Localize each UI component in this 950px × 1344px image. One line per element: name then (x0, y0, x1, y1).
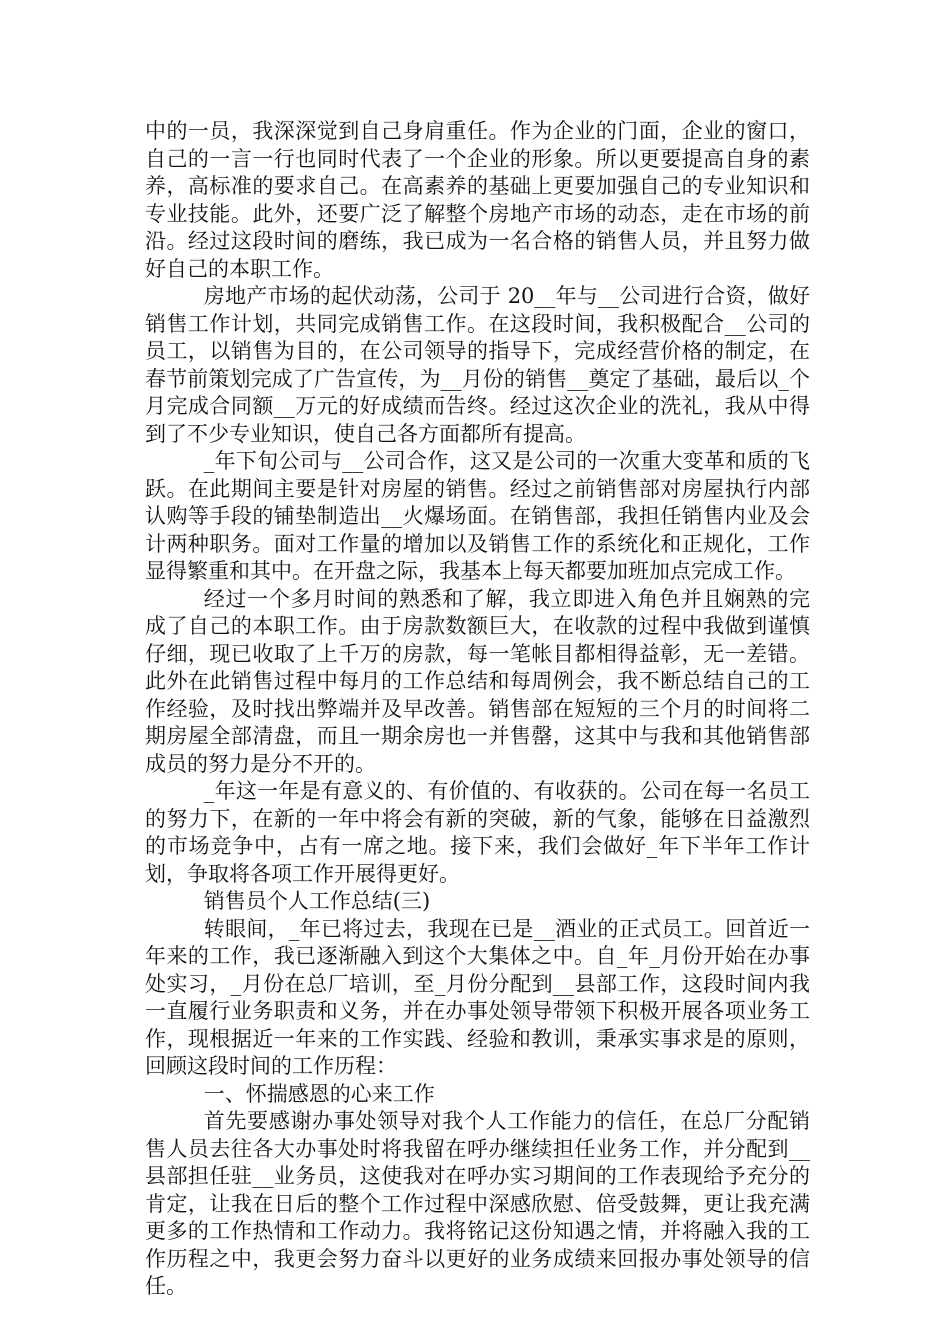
paragraph-time-flies: 转眼间，_年已将过去，我现在已是__酒业的正式员工。回首近一年来的工作，我已逐渐融入到这个大集体之中。自_年_月份开始在办事处实习，_月份在总厂培训，至_月份分配到__县部工作，这段时间内我一直履行业务职责和义务，并在办事处领导带领下积极开展各项业务工作，现根据近一年来的工作实践、经验和教训，秉承实事求是的原则，回顾这段时间的工作历程： (145, 916, 810, 1078)
subheading-gratitude: 一、怀揣感恩的心来工作 (203, 1081, 435, 1106)
paragraph-familiarization: 经过一个多月时间的熟悉和了解，我立即进入角色并且娴熟的完成了自己的本职工作。由于房款数额巨大，在收款的过程中我做到谨慎仔细，现已收取了上千万的房款，每一笔帐目都相得益彰，无一差错。此外在此销售过程中每月的工作总结和每周例会，我不断总结自己的工作经验，及时找出弊端并及早改善。销售部在短短的三个月的时间将二期房屋全部清盘，而且一期余房也一并售罄，这其中与我和其他销售部成员的努力是分不开的。 (145, 586, 810, 776)
paragraph-thanks-leadership: 首先要感谢办事处领导对我个人工作能力的信任，在总厂分配销售人员去往各大办事处时将我留在呼办继续担任业务工作，并分配到__县部担任驻__业务员，这使我对在呼办实习期间的工作表现给予充分的肯定，让我在日后的整个工作过程中深感欣慰、倍受鼓舞，更让我充满更多的工作热情和工作动力。我将铭记这份知遇之情，并将融入我的工作历程之中，我更会努力奋斗以更好的业务成绩来回报办事处领导的信任。 (145, 1109, 810, 1298)
paragraph-real-estate-market: 房地产市场的起伏动荡，公司于 20__年与__公司进行合资，做好销售工作计划，共同完成销售工作。在这段时间，我积极配合__公司的员工，以销售为目的，在公司领导的指导下，完成经营价格的制定，在春节前策划完成了广告宣传，为__月份的销售__奠定了基础，最后以_个月完成合同额__万元的好成绩而告终。经过这次企业的洗礼，我从中得到了不少专业知识，使自己各方面都所有提高。 (145, 284, 810, 446)
paragraph-year-summary: _年这一年是有意义的、有价值的、有收获的。公司在每一名员工的努力下，在新的一年中将会有新的突破，新的气象，能够在日益激烈的市场竞争中，占有一席之地。接下来，我们会做好_年下半年工作计划，争取将各项工作开展得更好。 (145, 779, 810, 886)
section-heading-summary-three: 销售员个人工作总结(三) (203, 889, 431, 913)
paragraph-intro: 中的一员，我深深觉到自己身肩重任。作为企业的门面，企业的窗口，自己的一言一行也同时代表了一个企业的形象。所以更要提高自身的素养，高标准的要求自己。在高素养的基础上更要加强自己的专业知识和专业技能。此外，还要广泛了解整个房地产市场的动态，走在市场的前沿。经过这段时间的磨练，我已成为一名合格的销售人员，并且努力做好自己的本职工作。 (145, 119, 810, 281)
paragraph-company-cooperation: _年下旬公司与__公司合作，这又是公司的一次重大变革和质的飞跃。在此期间主要是针对房屋的销售。经过之前销售部对房屋执行内部认购等手段的铺垫制造出__火爆场面。在销售部，我担任销售内业及会计两种职务。面对工作量的增加以及销售工作的系统化和正规化，工作显得繁重和其中。在开盘之际，我基本上每天都要加班加点完成工作。 (145, 449, 810, 583)
document-page (145, 118, 810, 1301)
